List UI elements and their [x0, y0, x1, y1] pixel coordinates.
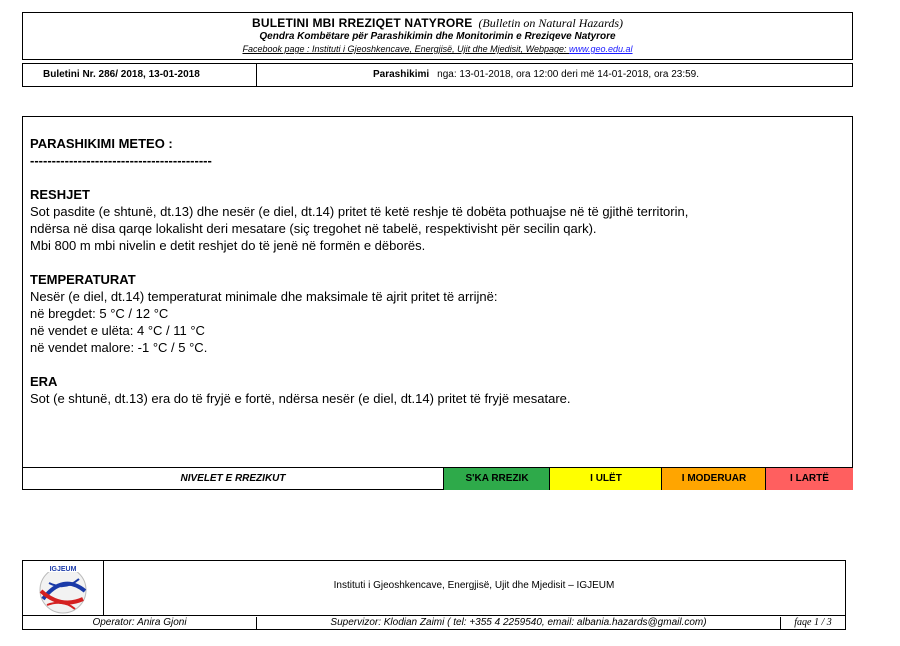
wind-title: ERA: [30, 374, 58, 389]
center-name: Qendra Kombëtare për Parashikimin dhe Monitorimin e Rreziqeve Natyrore: [259, 31, 616, 42]
bulletin-title-english: (Bulletin on Natural Hazards): [478, 16, 623, 30]
forecast-label: Parashikimi: [373, 69, 430, 80]
precipitation-title: RESHJET: [30, 187, 90, 202]
facebook-link[interactable]: Facebook page : Instituti i Gjeoshkencave, Energjisë, Ujit dhe Mjedisit, Webpage:: [242, 44, 569, 54]
forecast-period: nga: 13-01-2018, ora 12:00 deri më 14-01-2018, ora 23:59.: [437, 69, 700, 80]
bulletin-footer: [22, 560, 846, 630]
institute-name: Instituti i Gjeoshkencave, Energjisë, Ujit dhe Mjedisit – IGJEUM: [333, 580, 615, 591]
logo-text: IGJEUM: [49, 566, 77, 573]
heading-underline: ------------------------------------------: [30, 153, 212, 168]
temperature-line: Nesër (e diel, dt.14) temperaturat minimale dhe maksimale të ajrit pritet të arrijnë:: [30, 289, 498, 304]
precipitation-line: Mbi 800 m mbi nivelin e detit reshjet do të jenë në formën e dëborës.: [30, 238, 426, 253]
risk-level-low: I ULËT: [549, 468, 662, 490]
risk-level-none: S'KA RREZIK: [443, 468, 550, 490]
risk-level-high: I LARTË: [765, 468, 853, 490]
header-title-line: [23, 16, 852, 31]
risk-level-moderate: I MODERUAR: [661, 468, 766, 490]
info-divider: [256, 64, 257, 86]
risk-levels-label: NIVELET E RREZIKUT: [180, 473, 286, 484]
website-link[interactable]: www.geo.edu.al: [568, 44, 633, 54]
forecast-content: [30, 135, 688, 407]
header-links: [23, 44, 852, 54]
operator-name: Operator: Anira Gjoni: [23, 617, 257, 630]
logo-cell: [23, 561, 104, 615]
temperature-line: në bregdet: 5 °C / 12 °C: [30, 306, 169, 321]
temperatures-title: TEMPERATURAT: [30, 272, 136, 287]
precipitation-line: ndërsa në disa qarqe lokalisht deri mesatare (siç tregohet në tabelë, respektivisht për secilin qark).: [30, 221, 597, 236]
temperature-line: në vendet malore: -1 °C / 5 °C.: [30, 340, 208, 355]
forecast-box: [22, 116, 853, 490]
footer-contact-row: [23, 615, 845, 630]
bulletin-header: [22, 12, 853, 60]
supervisor-contact: Supervizor: Klodian Zaimi ( tel: +355 4 2259540, email: albania.hazards@gmail.com): [257, 617, 781, 630]
bulletin-title: BULETINI MBI RREZIQET NATYRORE: [251, 16, 473, 30]
bulletin-number: Buletini Nr. 286/ 2018, 13-01-2018: [43, 69, 200, 80]
forecast-heading: PARASHIKIMI METEO :: [30, 136, 173, 151]
igjeum-logo-icon: [23, 561, 103, 615]
precipitation-line: Sot pasdite (e shtunë, dt.13) dhe nesër (e diel, dt.14) pritet të ketë reshje të dobëta pothuajse në të gjithë territorin,: [30, 204, 689, 219]
temperature-line: në vendet e ulëta: 4 °C / 11 °C: [30, 323, 205, 338]
bulletin-info-row: [22, 63, 853, 87]
risk-levels-legend: [23, 467, 852, 490]
page-number: faqe 1 / 3: [794, 617, 832, 628]
forecast-period-line: [373, 69, 699, 80]
wind-line: Sot (e shtunë, dt.13) era do të fryjë e fortë, ndërsa nesër (e diel, dt.14) pritet të fryjë mesatare.: [30, 391, 571, 406]
